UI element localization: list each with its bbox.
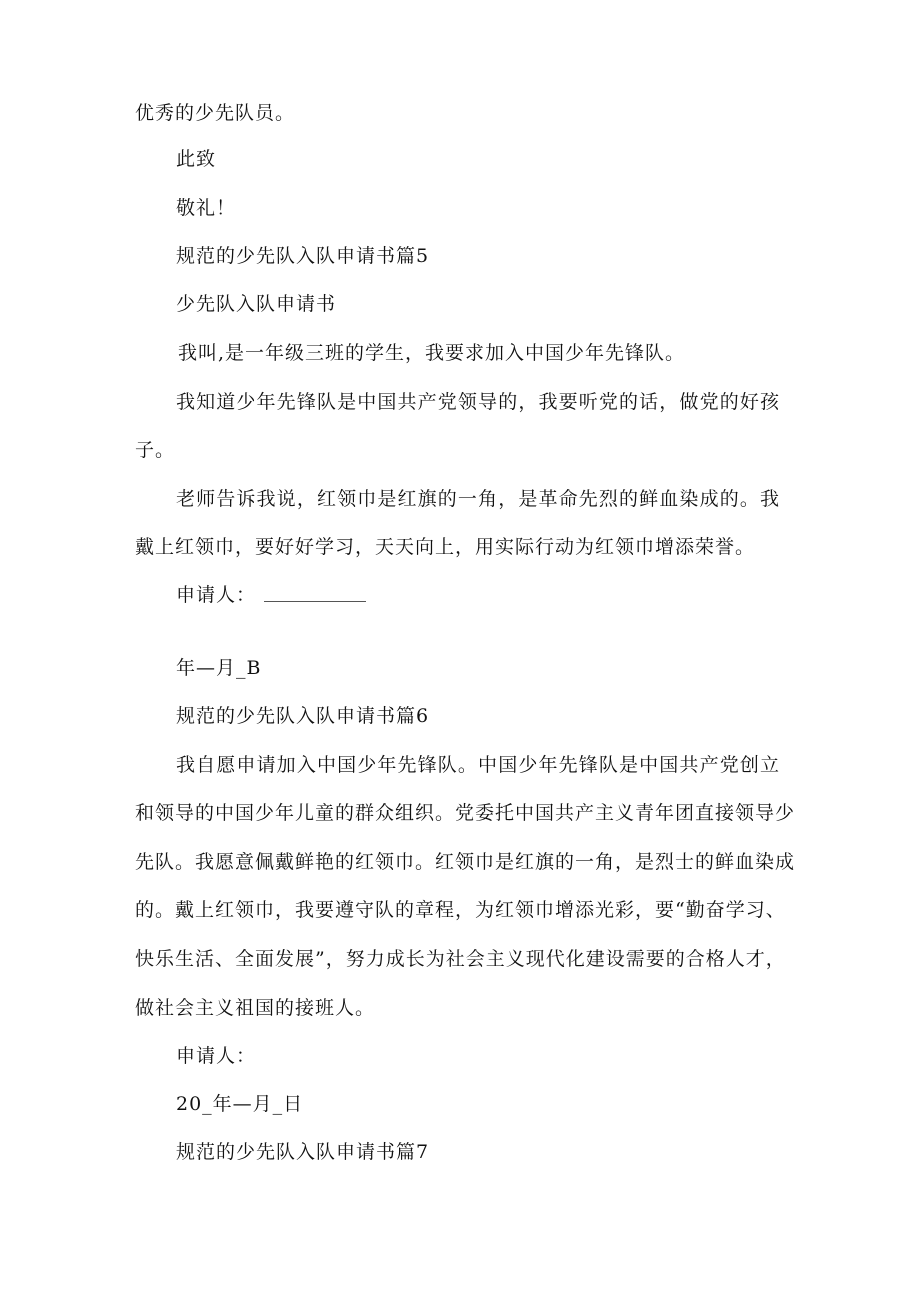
section6-paragraph-line-1: 我自愿申请加入中国少年先锋队。中国少年先锋队是中国共产党创立 [176,754,780,776]
section5-title: 少先队入队申请书 [176,293,337,315]
section7-heading: 规范的少先队入队申请书篇7 [176,1141,430,1163]
section6-paragraph-line-3: 先队。我愿意佩戴鲜艳的红领巾。红领巾是红旗的一角，是烈士的鲜血染成 [135,851,796,873]
section5-heading: 规范的少先队入队申请书篇5 [176,245,430,267]
section5-paragraph-3-line-1: 老师告诉我说，红领巾是红旗的一角，是革命先烈的鲜血染成的。我 [176,488,780,510]
intro-tail-text: 优秀的少先队员。 [135,102,296,124]
section5-paragraph-3-line-2: 戴上红领巾，要好好学习，天天向上，用实际行动为红领巾增添荣誉。 [135,536,756,558]
closing-regards: 敬礼！ [176,197,237,219]
section6-paragraph-line-4: 的。戴上红领巾，我要遵守队的章程，为红领巾增添光彩，要“勤奋学习、 [135,899,786,921]
closing-salutation: 此致 [176,148,217,170]
section5-paragraph-1: 我叫,是一年级三班的学生，我要求加入中国少年先锋队。 [178,342,686,364]
section6-paragraph-line-5: 快乐生活、全面发展”，努力成长为社会主义现代化建设需要的合格人才， [135,948,786,970]
section6-paragraph-line-6: 做社会主义祖国的接班人。 [135,997,376,1019]
section5-paragraph-2-line-1: 我知道少年先锋队是中国共产党领导的，我要听党的话，做党的好孩 [176,391,780,413]
section5-date: 年—月_B [176,657,262,679]
section5-paragraph-2-line-2: 子。 [135,439,176,461]
signature-underline [264,601,366,602]
section6-applicant-label: 申请人： [176,1045,257,1067]
section6-paragraph-line-2: 和领导的中国少年儿童的群众组织。党委托中国共产主义青年团直接领导少 [135,802,796,824]
section6-heading: 规范的少先队入队申请书篇6 [176,705,430,727]
section5-applicant-label: 申请人： [176,584,257,606]
section6-date: 20_年—月_日 [176,1093,304,1115]
